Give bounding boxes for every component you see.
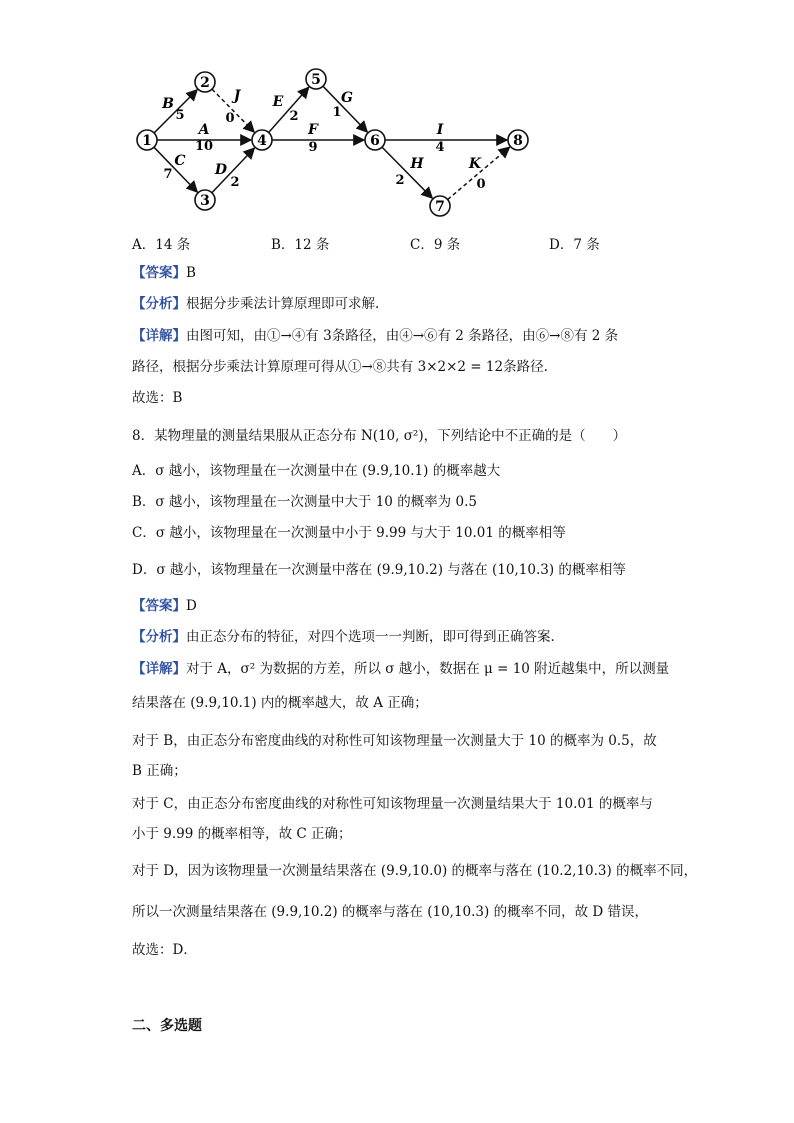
edge-letter-A: A bbox=[198, 122, 210, 138]
detail-tag: 【详解】 bbox=[132, 661, 186, 677]
edge-letter-F: F bbox=[308, 122, 318, 138]
edge-weight-J: 0 bbox=[225, 111, 235, 126]
detail-text: 由图可知，由①→④有 3条路径，由④→⑥有 2 条路径，由⑥→⑧有 2 条 bbox=[186, 328, 619, 344]
q8-detail-line-6: 小于 9.99 的概率相等，故 C 正确； bbox=[132, 826, 352, 842]
node-label-2: 2 bbox=[200, 75, 210, 91]
edge-letter-J: J bbox=[233, 88, 241, 104]
node-label-7: 7 bbox=[435, 199, 445, 215]
edge-letter-B: B bbox=[162, 96, 174, 112]
edge-weight-F: 9 bbox=[308, 140, 318, 155]
node-label-5: 5 bbox=[311, 72, 321, 88]
edge-weight-G: 1 bbox=[332, 105, 342, 120]
detail-tag: 【详解】 bbox=[132, 328, 186, 344]
edge-letter-G: G bbox=[341, 90, 353, 106]
node-label-3: 3 bbox=[200, 193, 210, 209]
edge-weight-D: 2 bbox=[230, 175, 240, 190]
q7-detail-line-1 bbox=[132, 326, 618, 346]
answer-tag: 【答案】 bbox=[132, 265, 186, 281]
q8-detail-line-8: 所以一次测量结果落在 (9.9,10.2) 的概率与落在 (10,10.3) 的概率不同，故 D 错误， bbox=[132, 904, 648, 920]
answer-value: B bbox=[186, 265, 196, 281]
q7-option-c: C．9 条 bbox=[410, 237, 461, 253]
answer-tag: 【答案】 bbox=[132, 598, 186, 614]
q7-conclusion: 故选：B bbox=[132, 390, 183, 406]
node-label-8: 8 bbox=[513, 133, 523, 149]
edge-weight-H: 2 bbox=[395, 173, 405, 188]
section-title: 二、多选题 bbox=[132, 1018, 202, 1034]
q8-option-a: A．σ 越小，该物理量在一次测量中在 (9.9,10.1) 的概率越大 bbox=[132, 463, 501, 479]
answer-value: D bbox=[186, 598, 197, 614]
edge-letter-E: E bbox=[272, 94, 284, 110]
analysis-tag: 【分析】 bbox=[132, 296, 186, 312]
edge-weight-C: 7 bbox=[163, 167, 173, 182]
edge-letter-H: H bbox=[410, 156, 424, 172]
q7-option-b: B．12 条 bbox=[271, 237, 330, 253]
analysis-text: 由正态分布的特征，对四个选项一一判断，即可得到正确答案. bbox=[186, 629, 555, 645]
edge-letter-C: C bbox=[174, 153, 186, 169]
q7-detail-line-2: 路径，根据分步乘法计算原理可得从①→⑧共有 3×2×2 = 12条路径. bbox=[132, 359, 548, 375]
analysis-text: 根据分步乘法计算原理即可求解. bbox=[186, 296, 380, 312]
node-label-1: 1 bbox=[142, 133, 152, 149]
q7-options bbox=[132, 233, 692, 253]
q8-option-b: B．σ 越小，该物理量在一次测量中大于 10 的概率为 0.5 bbox=[132, 494, 477, 510]
network-diagram bbox=[120, 62, 560, 222]
edge-weight-E: 2 bbox=[289, 109, 299, 124]
detail-text: 对于 A，σ² 为数据的方差，所以 σ 越小，数据在 μ = 10 附近越集中，所以测量 bbox=[186, 661, 670, 677]
edge-letter-I: I bbox=[436, 122, 444, 138]
q8-option-c: C．σ 越小，该物理量在一次测量中小于 9.99 与大于 10.01 的概率相等 bbox=[132, 525, 566, 541]
q8-detail-line-1 bbox=[132, 659, 669, 679]
q8-detail-line-7: 对于 D，因为该物理量一次测量结果落在 (9.9,10.0) 的概率与落在 (10.2,10.3) 的概率不同， bbox=[132, 863, 698, 879]
q8-stem: 8．某物理量的测量结果服从正态分布 N(10, σ²)，下列结论中不正确的是（ ） bbox=[132, 428, 627, 444]
node-label-6: 6 bbox=[370, 133, 380, 149]
q8-detail-line-3: 对于 B，由正态分布密度曲线的对称性可知该物理量一次测量大于 10 的概率为 0.5，故 bbox=[132, 733, 657, 749]
q7-option-a: A．14 条 bbox=[132, 237, 191, 253]
edge-letter-K: K bbox=[468, 156, 482, 172]
q7-analysis bbox=[132, 294, 379, 314]
q8-conclusion: 故选：D． bbox=[132, 942, 197, 958]
q7-option-d: D．7 条 bbox=[549, 237, 600, 253]
q8-answer bbox=[132, 596, 197, 616]
q7-answer bbox=[132, 263, 196, 283]
q8-detail-line-5: 对于 C，由正态分布密度曲线的对称性可知该物理量一次测量结果大于 10.01 的概率与 bbox=[132, 796, 653, 812]
q8-option-d: D．σ 越小，该物理量在一次测量中落在 (9.9,10.2) 与落在 (10,10.3) 的概率相等 bbox=[132, 562, 626, 578]
edge-weight-K: 0 bbox=[476, 177, 486, 192]
node-label-4: 4 bbox=[257, 133, 267, 149]
edge-letter-D: D bbox=[214, 162, 228, 178]
q8-detail-line-2: 结果落在 (9.9,10.1) 内的概率越大，故 A 正确； bbox=[132, 695, 428, 711]
q8-detail-line-4: B 正确； bbox=[132, 763, 187, 779]
edge-weight-A: 10 bbox=[194, 139, 214, 154]
analysis-tag: 【分析】 bbox=[132, 629, 186, 645]
edge-6-7 bbox=[382, 147, 432, 198]
edge-weight-B: 5 bbox=[175, 108, 185, 123]
edge-weight-I: 4 bbox=[435, 140, 445, 155]
q8-analysis bbox=[132, 627, 555, 647]
